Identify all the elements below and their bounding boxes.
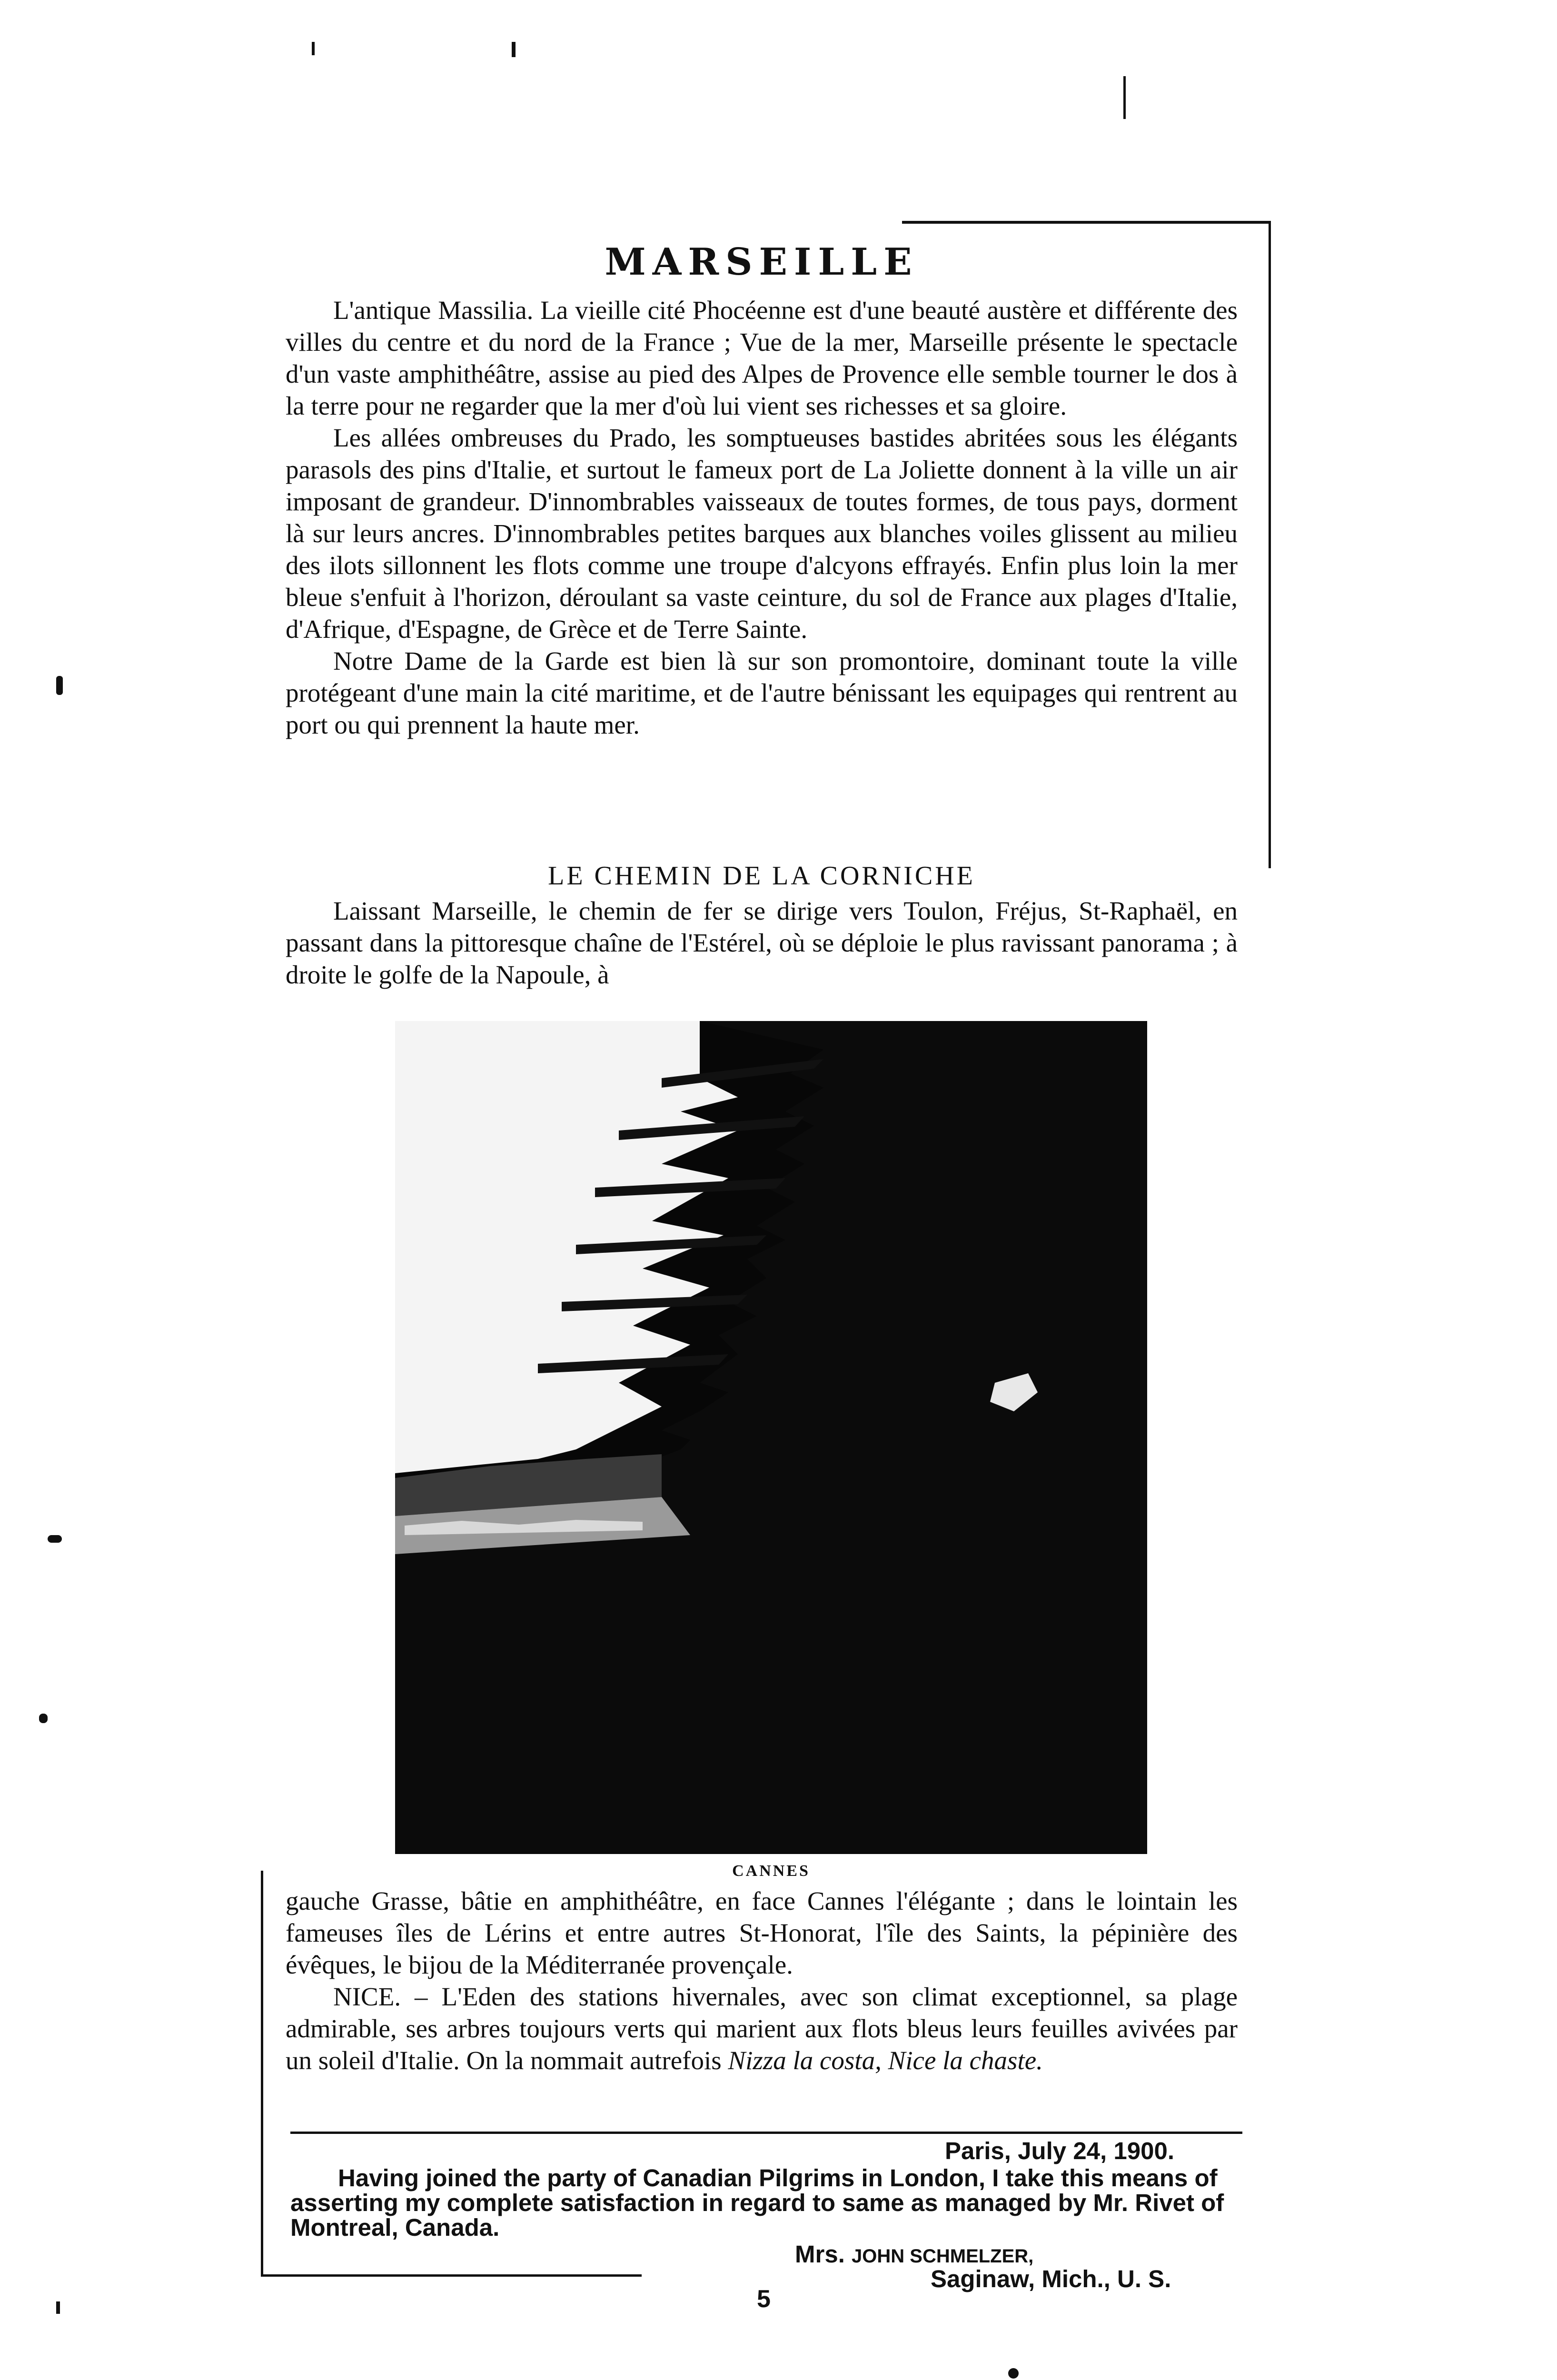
paragraph: L'antique Massilia. La vieille cité Phocéenne est d'une beauté austère et différente des villes du centre et du nord de la France ; Vue de la mer, Marseille présente le spectacle d'un vaste amphithéâtre, assise au pied des Alpes de Provence elle semble tourner le dos à la terre pour ne regarder que la mer d'où lui vient ses richesses et sa gloire.: [286, 296, 1238, 420]
nice-paragraph: [286, 1981, 1238, 2076]
scan-speck: [56, 676, 63, 695]
frame-rule-right: [1269, 221, 1271, 868]
scan-speck: [56, 2301, 60, 2314]
cannes-photo-image: [395, 1021, 1147, 1854]
frame-rule-top: [902, 221, 1269, 224]
marseille-text: [286, 294, 1238, 741]
page-title: MARSEILLE: [605, 240, 919, 284]
frame-rule-bottom-left: [261, 2274, 642, 2277]
paragraph: gauche Grasse, bâtie en amphithéâtre, en face Cannes l'élégante ; dans le lointain les fameuses îles de Lérins et entre autres St-Honorat, l'île des Saints, la pépinière des évêques, le bijou de la Méditerranée provençale.: [286, 1886, 1238, 1979]
nice-italic-text: Nizza la costa, Nice la chaste.: [728, 2046, 1043, 2075]
corniche-text: [286, 895, 1238, 991]
paragraph: Les allées ombreuses du Prado, les somptueuses bastides abritées sous les élégants parasols des pins d'Italie, et surtout le fameux port de La Joliette donnent à la ville un air imposant de grandeur. D'innombrables vaisseaux de toutes formes, de tous pays, dorment là sur leurs ancres. D'innombrables petites barques aux blanches voiles glissent au milieu des ilots sillonnent les flots comme une troupe d'alcyons effrayés. Enfin plus loin la mer bleue s'enfuit à l'horizon, déroulant sa vaste ceinture, du sol de France aux plages d'Italie, d'Afrique, d'Espagne, de Grèce et de Terre Sainte.: [286, 423, 1238, 644]
testimonial-signature: [795, 2242, 1271, 2269]
cannes-photo: [395, 1021, 1147, 1854]
scan-speck: [512, 42, 516, 57]
scan-speck: [1123, 76, 1126, 119]
photo-caption: CANNES: [732, 1862, 810, 1880]
paragraph: Laissant Marseille, le chemin de fer se dirige vers Toulon, Fréjus, St-Raphaël, en passant dans la pittoresque chaîne de l'Estérel, où se déploie le plus ravissant panorama ; à droite le golfe de la Napoule, à: [286, 896, 1238, 989]
frame-rule-left: [261, 1871, 263, 2275]
testimonial-body: [290, 2166, 1242, 2240]
continuation-text: [286, 1885, 1238, 2076]
scan-speck: [39, 1714, 48, 1723]
testimonial-text: Having joined the party of Canadian Pilgrims in London, I take this means of asserting my complete satisfaction in regard to same as managed by Mr. Rivet of Montreal, Canada.: [290, 2164, 1224, 2241]
testimonial-place: Saginaw, Mich., U. S.: [931, 2265, 1171, 2292]
scan-speck: [1008, 2368, 1019, 2379]
scan-speck: [312, 42, 315, 55]
testimonial-rule: [290, 2132, 1242, 2134]
testimonial-date: Paris, July 24, 1900.: [945, 2137, 1175, 2164]
signature-name: JOHN SCHMELZER,: [852, 2246, 1034, 2267]
section-heading: LE CHEMIN DE LA CORNICHE: [548, 861, 975, 891]
page-number: 5: [757, 2285, 771, 2313]
paragraph: Notre Dame de la Garde est bien là sur son promontoire, dominant toute la ville protégeant d'une main la cité maritime, et de l'autre bénissant les equipages qui rentrent au port ou qui prennent la haute mer.: [286, 646, 1238, 739]
nice-text: NICE. – L'Eden des stations hivernales, avec son climat exceptionnel, sa plage admirable, ses arbres toujours verts qui marient aux flots bleus leurs feuilles avivées par un soleil d'Italie. On la nommait autrefois: [286, 1982, 1238, 2075]
scan-speck: [48, 1535, 62, 1543]
signature-prefix: Mrs.: [795, 2241, 845, 2268]
